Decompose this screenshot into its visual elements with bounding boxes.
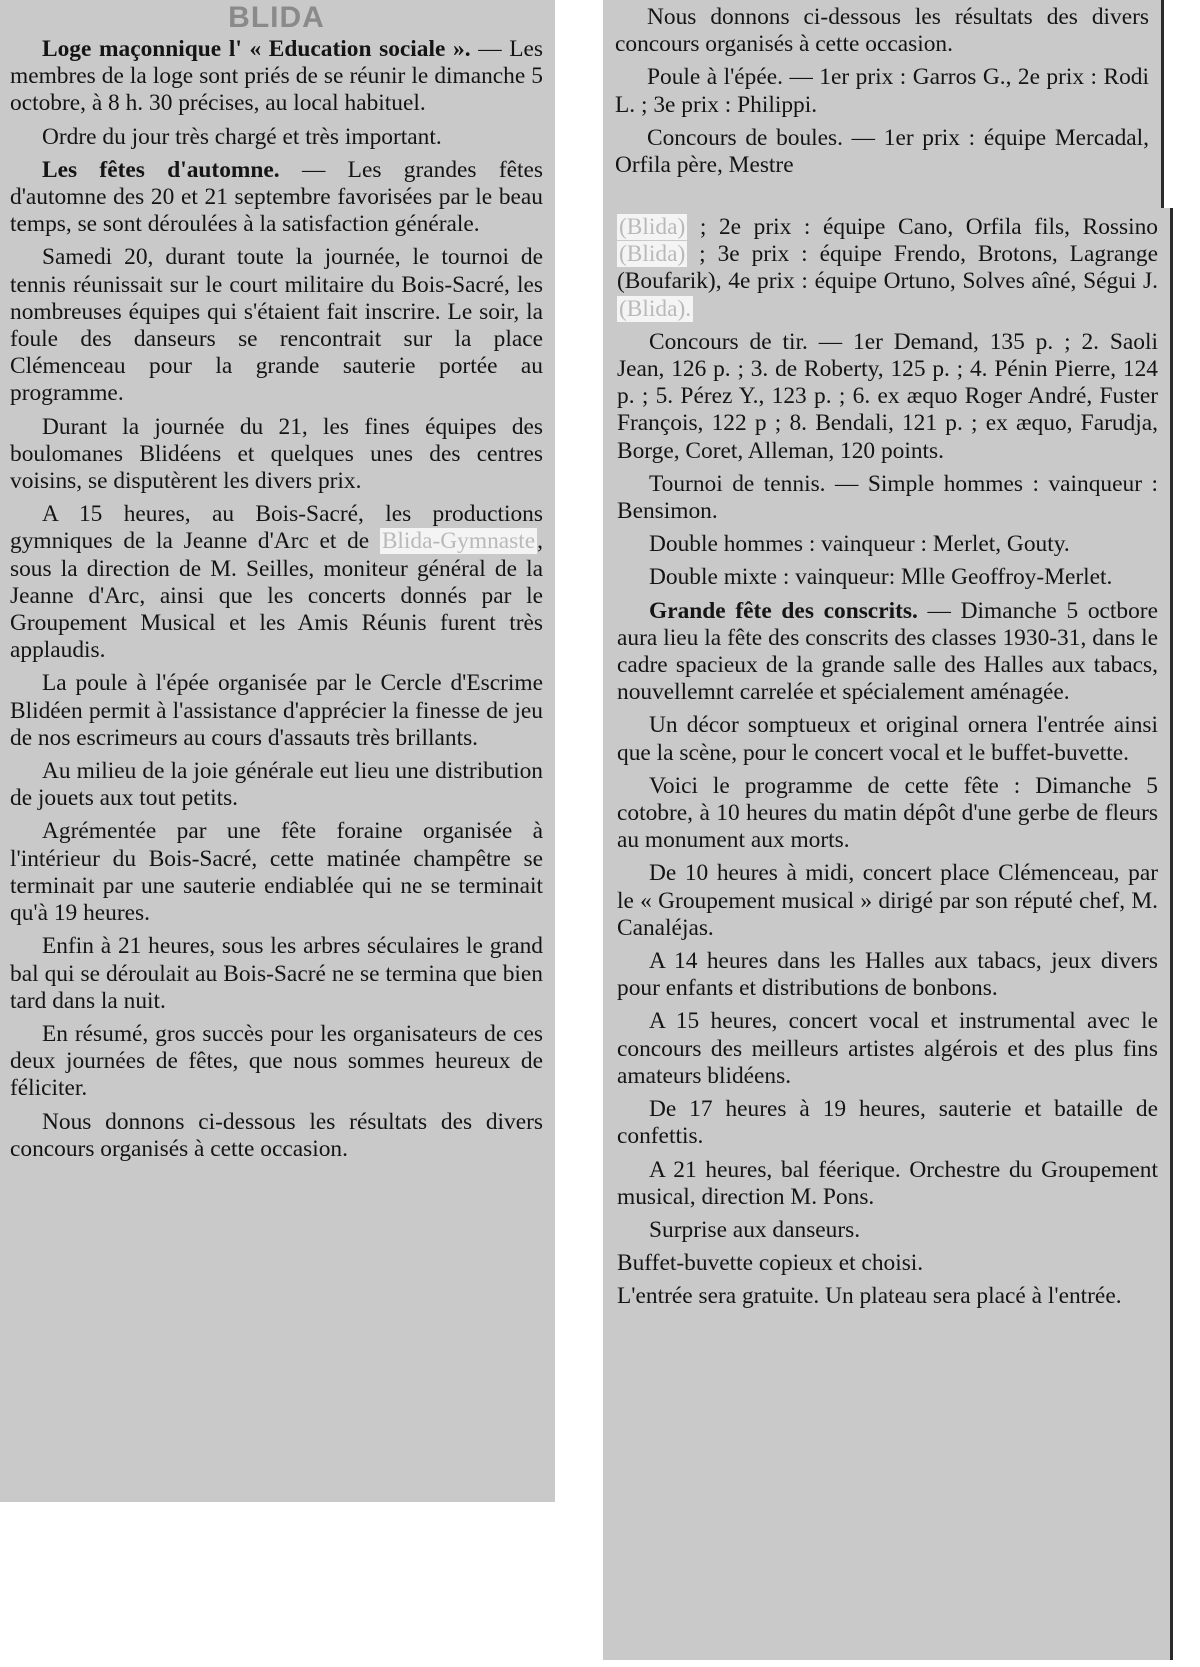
paragraph-fete-foraine: Agrémentée par une fête foraine organisée à l'intérieur du Bois-Sacré, cette matinée champêtre se terminait par une sauterie endiablée qui ne se terminait qu'à 19 heures. (10, 818, 543, 927)
paragraph-programme: Voici le programme de cette fête : Dimanche 5 cotobre, à 10 heures du matin dépôt d'une gerbe de fleurs au monument aux morts. (617, 772, 1158, 854)
paragraph-poule-epee: La poule à l'épée organisée par le Cercle d'Escrime Blidéen permit à l'assistance d'apprécier la finesse de jeu de nos escrimeurs au cours d'assauts très brillants. (10, 670, 543, 751)
paragraph-concert-vocal: A 15 heures, concert vocal et instrumental avec le concours des meilleurs artistes algérois et des plus fins amateurs blidéens. (617, 1008, 1158, 1089)
paragraph-ordre-du-jour: Ordre du jour très chargé et très important. (42, 123, 442, 150)
paragraph-productions-gymniques: A 15 heures, au Bois-Sacré, les productions gymniques de la Jeanne d'Arc et de Blida-Gymnaste, sous la direction de M. Seilles, moniteur général de la Jeanne d'Arc, ainsi que les concerts donnés par le Groupement Musical et les Amis Réunis furent très applaudis. (10, 501, 543, 664)
paragraph-journee-21: Durant la journée du 21, les fines équipes des boulomanes Blidéens et quelques unes des centres voisins, se disputèrent les divers prix. (10, 413, 543, 495)
highlighted-name: (Blida) (619, 214, 686, 240)
paragraph-sauterie: De 17 heures à 19 heures, sauterie et bataille de confettis. (617, 1096, 1158, 1150)
paragraph-title: Grande fête des conscrits. (649, 597, 918, 624)
paragraph-tennis-mixte: Double mixte : vainqueur: Mlle Geoffroy-Merlet. (649, 564, 1113, 591)
paragraph-surprise: Surprise aux danseurs. (649, 1216, 861, 1243)
column-left (0, 0, 555, 1502)
paragraph-bal-feerique: A 21 heures, bal féerique. Orchestre du Groupement musical, direction M. Pons. (617, 1156, 1158, 1210)
paragraph-text: — Les membres de la loge sont priés de se réunir le dimanche 5 octobre, à 8 h. 30 précises, au local habituel. (10, 36, 544, 117)
highlighted-name: (Blida) (619, 241, 686, 268)
paragraph-jeux-enfants: A 14 heures dans les Halles aux tabacs, jeux divers pour enfants et distributions de bonbons. (617, 948, 1158, 1002)
paragraph-distribution-jouets: Au milieu de la joie générale eut lieu une distribution de jouets aux tout petits. (10, 758, 543, 812)
paragraph-text: — Les grandes fêtes d'automne des 20 et 21 septembre favorisées par le beau temps, se sont déroulées à la satisfaction générale. (10, 156, 543, 238)
paragraph-fetes-automne (10, 157, 543, 239)
paragraph-tennis-simple: Tournoi de tennis. — Simple hommes : vainqueur : Bensimon. (617, 470, 1158, 525)
paragraph-boules-suite: (Blida) ; 2e prix : équipe Cano, Orfila fils, Rossino (Blida) ; 3e prix : équipe Frendo, Brotons, Lagrange (Boufarik), 4e prix : équipe Ortuno, Solves aîné, Ségui J. (Blida). (617, 214, 1158, 322)
paragraph-loge (10, 36, 543, 118)
column-right-bottom (603, 208, 1173, 1660)
paragraph-resultats: Nous donnons ci-dessous les résultats des divers concours organisés à cette occasion. (10, 1108, 543, 1162)
paragraph-title: Les fêtes d'automne. (42, 156, 280, 183)
paragraph-concert-place: De 10 heures à midi, concert place Clémenceau, par le « Groupement musical » dirigé par son réputé chef, M. Canaléjas. (617, 860, 1158, 941)
paragraph-resume: En résumé, gros succès pour les organisateurs de ces deux journées de fêtes, que nous sommes heureux de féliciter. (10, 1020, 543, 1102)
paragraph-grand-bal: Enfin à 21 heures, sous les arbres séculaires le grand bal qui se déroulait au Bois-Sacré ne se termina que bien tard dans la nuit. (10, 933, 543, 1014)
paragraph-decor: Un décor somptueux et original ornera l'entrée ainsi que la scène, pour le concert vocal et le buffet-buvette. (617, 712, 1158, 766)
paragraph-samedi: Samedi 20, durant toute la journée, le tournoi de tennis réunissait sur le court militaire du Bois-Sacré, les nombreuses équipes qui s'étaient fait inscrire. Le soir, la foule des danseurs se rencontrait sur la place Clémenceau pour la grande sauterie portée au programme. (10, 244, 543, 407)
paragraph-fete-conscrits (617, 598, 1158, 707)
paragraph-concours-boules: Concours de boules. — 1er prix : équipe Mercadal, Orfila père, Mestre (615, 124, 1149, 179)
paragraph-text: — Dimanche 5 octbore aura lieu la fête des conscrits des classes 1930-31, dans le cadre spacieux de la grande salle des Halles aux tabacs, nouvellemnt carrelée et spécialement aménagée. (617, 597, 1158, 706)
highlighted-name: Blida-Gymnaste (381, 528, 536, 555)
paragraph-title: Loge maçonnique l' « Education sociale ». (42, 36, 471, 62)
highlighted-name: (Blida). (619, 295, 692, 322)
section-heading: BLIDA (228, 1, 325, 34)
paragraph-entree: L'entrée sera gratuite. Un plateau sera placé à l'entrée. (617, 1283, 1122, 1310)
paragraph-poule-epee-resultats: Poule à l'épée. — 1er prix : Garros G., 2e prix : Rodi L. ; 3e prix : Philippi. (615, 64, 1149, 118)
paragraph-tennis-double: Double hommes : vainqueur : Merlet, Gouty. (649, 531, 1070, 558)
paragraph-buffet: Buffet-buvette copieux et choisi. (617, 1250, 924, 1277)
paragraph-resultats: Nous donnons ci-dessous les résultats des divers concours organisés à cette occasion. (615, 4, 1149, 58)
column-right-top (603, 0, 1164, 208)
paragraph-concours-tir: Concours de tir. — 1er Demand, 135 p. ; 2. Saoli Jean, 126 p. ; 3. de Roberty, 125 p. ; 4. Pénin Pierre, 124 p. ; 5. Pérez Y., 123 p. ; 6. ex æquo Roger André, Fuster François, 122 p ; 8. Bendali, 121 p. ; ex æquo, Farudja, Borge, Coret, Alleman, 120 points. (617, 328, 1158, 464)
